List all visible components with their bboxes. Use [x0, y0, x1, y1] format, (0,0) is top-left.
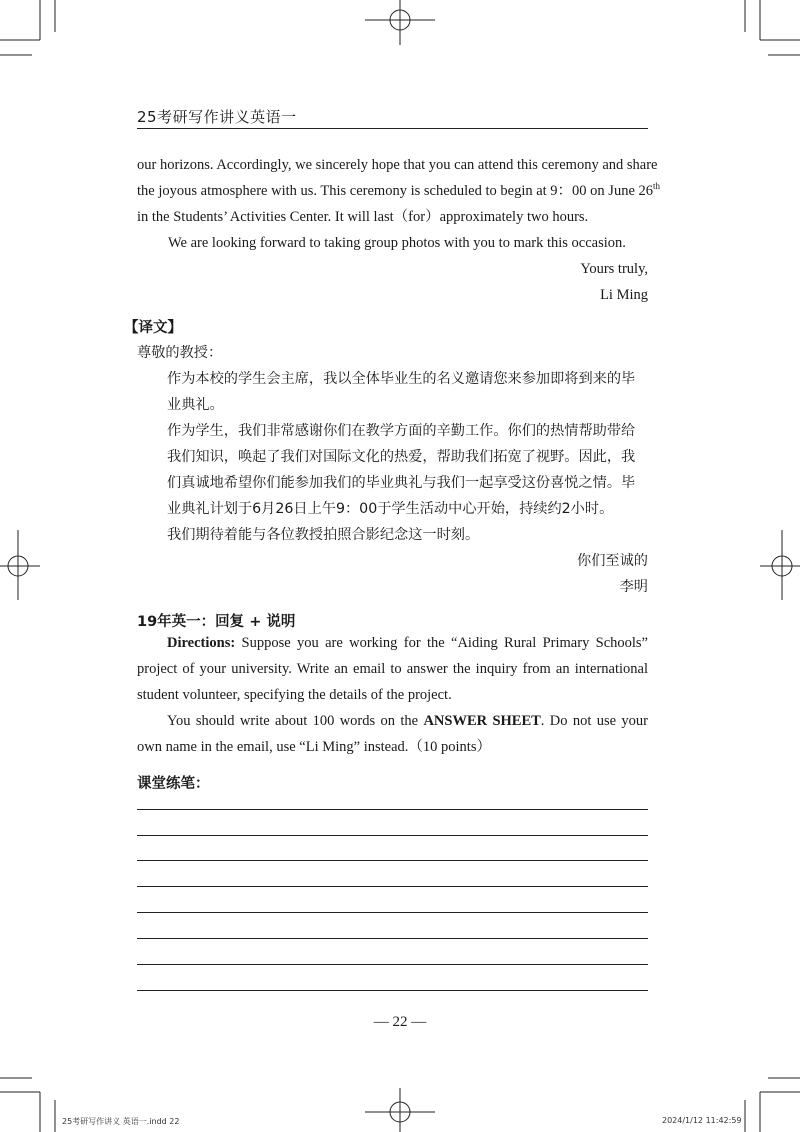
- task-directions: Directions: Suppose you are working for the “Aiding Rural Primary Schools” project of your university. Write an email to answer the inquiry from an international student volunteer, specifying the details of the project.: [137, 635, 648, 703]
- answer-sheet-label: ANSWER SHEET: [423, 713, 541, 729]
- practice-heading: 课堂练笔：: [137, 776, 210, 792]
- translation-signature: 李明: [619, 579, 648, 595]
- footer-timestamp: 2024/1/12 11:42:59: [662, 1116, 742, 1125]
- translation-paragraph: 作为学生，我们非常感谢你们在教学方面的辛勤工作。你们的热情帮助带给我们知识，唤起了我们对国际文化的热爱，帮助我们拓宽了视野。因此，我们真诚地希望你们能参加我们的毕业典礼与我们一起享受这份喜悦之情。毕业典礼计划于6月26日上午9：00于学生活动中心开始，持续约2小时。: [167, 423, 636, 517]
- writing-line: [137, 886, 648, 887]
- task-heading: 19年英一：回复 + 说明: [137, 614, 296, 630]
- translation-salutation: 尊敬的教授：: [137, 345, 223, 361]
- translation-heading: 【译文】: [124, 320, 182, 336]
- directions-label: Directions:: [167, 635, 236, 651]
- writing-line: [137, 860, 648, 861]
- footer-filename: 25考研写作讲义 英语一.indd 22: [62, 1117, 180, 1126]
- page-number: — 22 —: [373, 1014, 427, 1030]
- registration-target-right: [760, 530, 800, 600]
- registration-target-bottom: [365, 1088, 435, 1132]
- letter-line: We are looking forward to taking group photos with you to mark this occasion.: [168, 235, 626, 251]
- registration-target-top: [365, 0, 435, 45]
- translation-paragraph: 我们期待着能与各位教授拍照合影纪念这一时刻。: [167, 527, 480, 543]
- translation-paragraph: 作为本校的学生会主席，我以全体毕业生的名义邀请您来参加即将到来的毕业典礼。: [167, 371, 636, 413]
- superscript-th: th: [653, 181, 661, 192]
- letter-line: the joyous atmosphere with us. This ceremony is scheduled to begin at 9：00 on June 26th: [137, 181, 661, 199]
- writing-line: [137, 938, 648, 939]
- registration-target-left: [0, 530, 40, 600]
- letter-closing: Yours truly,: [580, 261, 648, 277]
- letter-signature: Li Ming: [600, 287, 648, 303]
- writing-line: [137, 912, 648, 913]
- letter-line: our horizons. Accordingly, we sincerely hope that you can attend this ceremony and share: [137, 157, 658, 173]
- writing-line: [137, 835, 648, 836]
- letter-line: in the Students’ Activities Center. It will last（for）approximately two hours.: [137, 209, 589, 225]
- running-header: 25考研写作讲义英语一: [137, 108, 297, 126]
- writing-line: [137, 809, 648, 810]
- header-rule: [137, 128, 648, 129]
- writing-line: [137, 964, 648, 965]
- writing-line: [137, 990, 648, 991]
- translation-closing: 你们至诚的: [577, 553, 648, 569]
- task-instructions: You should write about 100 words on the ANSWER SHEET. Do not use your own name in the email, use “Li Ming” instead.（10 points）: [137, 713, 648, 755]
